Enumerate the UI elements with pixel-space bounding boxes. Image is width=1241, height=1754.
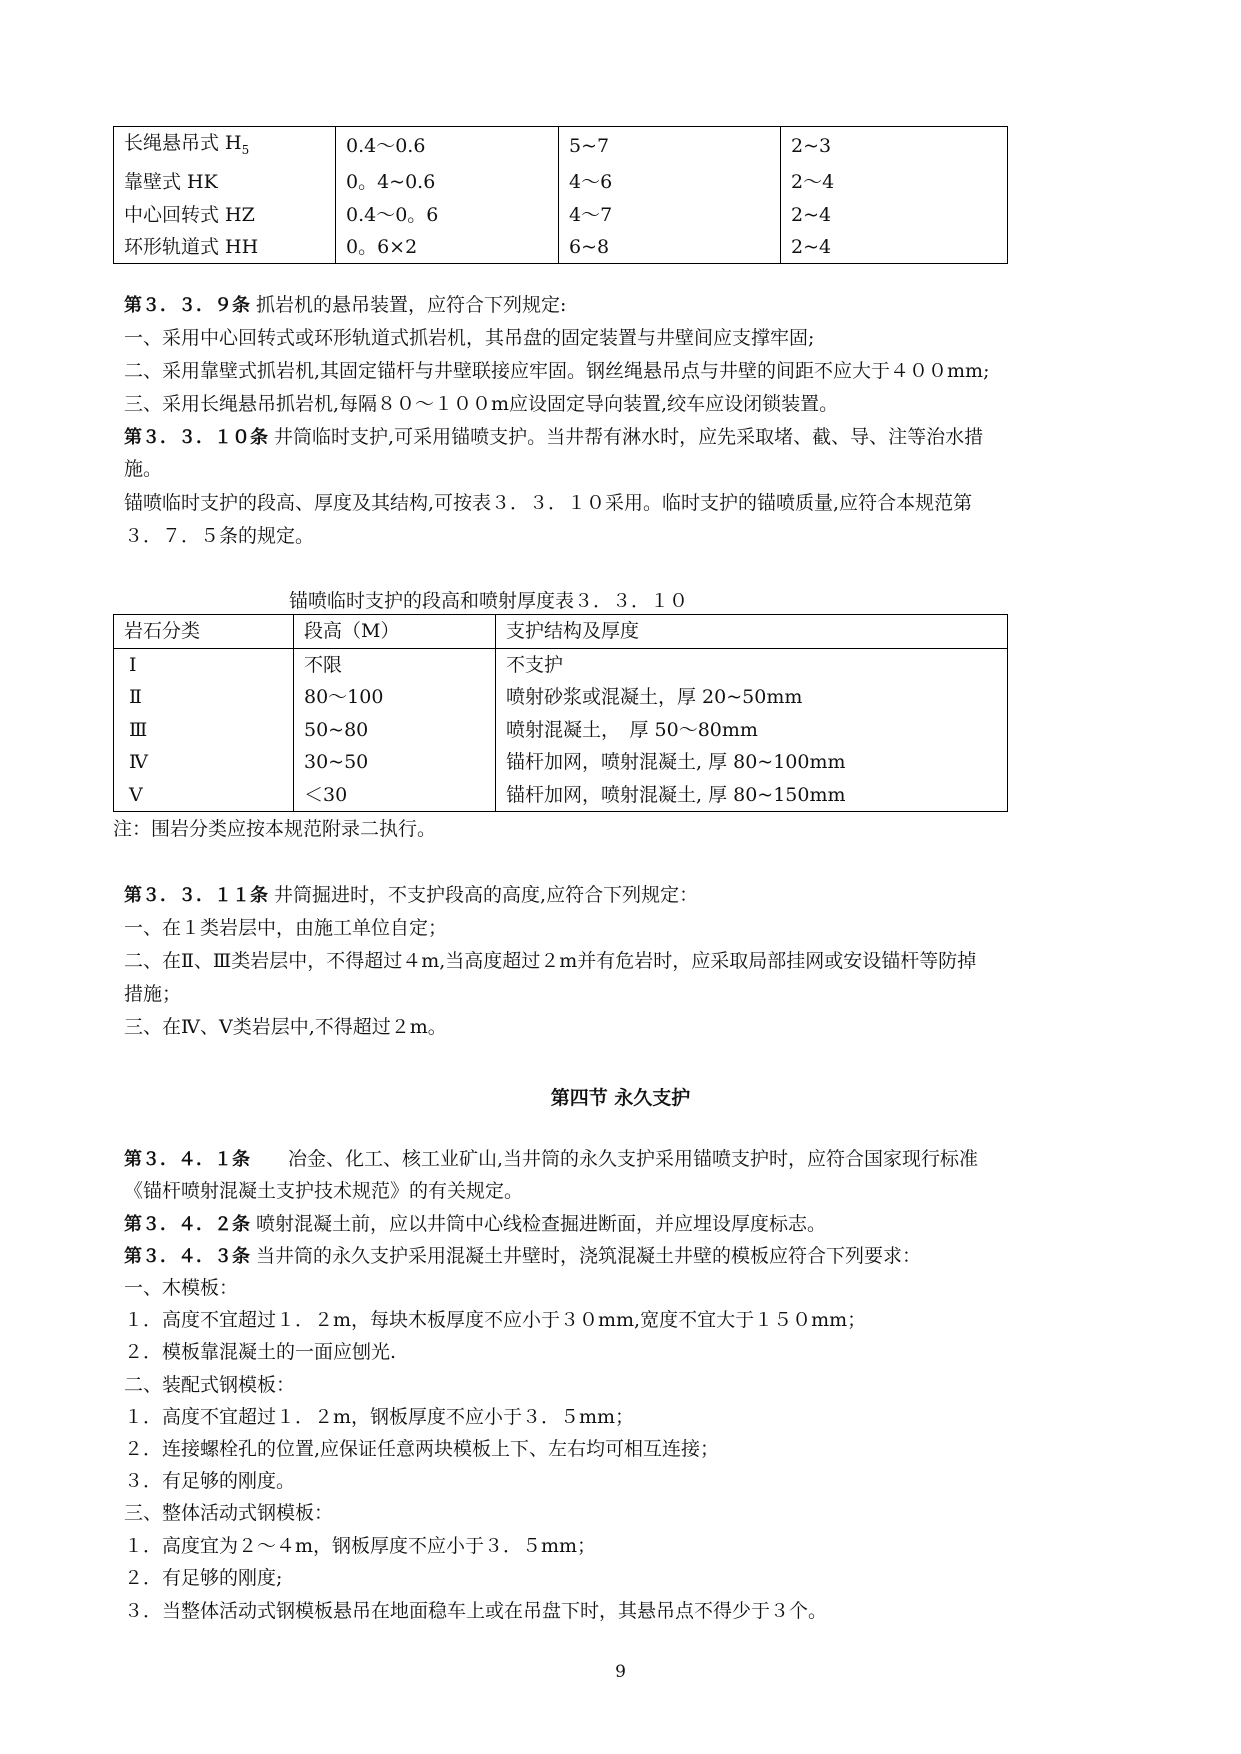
table-caption: 锚喷临时支护的段高和喷射厚度表３．３．１０ [289, 590, 689, 612]
article-label: 第３．３．９条 [124, 295, 250, 316]
article-label: 第３．３．１０条 [124, 427, 268, 448]
table-row [114, 127, 1008, 166]
table-cell: 0.4～0。6 [336, 198, 559, 231]
table-cell: 6~8 [559, 231, 781, 264]
section-heading: 第四节 永久支护 [550, 1087, 691, 1109]
table-cell: 2~4 [781, 231, 1008, 264]
article-text: 抓岩机的悬吊装置，应符合下列规定: [250, 294, 567, 316]
list-item: 措施； [124, 983, 182, 1005]
table-cell: 靠壁式 HK [114, 166, 336, 199]
table-cell: 4～6 [559, 166, 781, 199]
list-item: 三、采用长绳悬吊抓岩机,每隔８０～１００m应设固定导向装置,绞车应设闭锁装置。 [124, 393, 839, 415]
article-text: 当井筒的永久支护采用混凝土井壁时，浇筑混凝土井壁的模板应符合下列要求： [250, 1245, 922, 1267]
table-row [114, 231, 1008, 264]
list-item: ３．有足够的刚度。 [124, 1470, 296, 1492]
article-3-3-9 [124, 291, 566, 320]
table-cell: 中心回转式 HZ [114, 198, 336, 231]
table-cell: 2~3 [781, 127, 1008, 166]
table-cell: Ⅱ [114, 681, 294, 714]
column-header: 岩石分类 [114, 615, 294, 649]
table-cell: 锚杆加网，喷射混凝土, 厚 80~100mm [496, 746, 1008, 779]
table-cell: 50~80 [294, 714, 496, 747]
table-cell: 环形轨道式 HH [114, 231, 336, 264]
article-3-4-1 [124, 1145, 978, 1174]
table-cell: Ⅲ [114, 714, 294, 747]
table-cell: 不限 [294, 648, 496, 681]
article-text: 冶金、化工、核工业矿山,当井筒的永久支护采用锚喷支护时，应符合国家现行标准 [250, 1148, 979, 1170]
table-cell: 2~4 [781, 198, 1008, 231]
table-cell: Ⅴ [114, 779, 294, 812]
table-cell: 30~50 [294, 746, 496, 779]
article-3-3-11 [124, 881, 698, 910]
table-cell: Ⅳ [114, 746, 294, 779]
article-text: 井筒临时支护,可采用锚喷支护。当井帮有淋水时，应先采取堵、截、导、注等治水措 [268, 426, 984, 448]
paragraph: ３．７．５条的规定。 [124, 525, 315, 547]
table-row [114, 779, 1008, 812]
article-continuation: 施。 [124, 458, 163, 480]
table-row [114, 166, 1008, 199]
table-cell: 锚杆加网，喷射混凝土, 厚 80~150mm [496, 779, 1008, 812]
article-continuation: 《锚杆喷射混凝土支护技术规范》的有关规定。 [124, 1180, 524, 1202]
list-item: ３．当整体活动式钢模板悬吊在地面稳车上或在吊盘下时，其悬吊点不得少于３个。 [124, 1600, 828, 1622]
list-item: ２．有足够的刚度; [124, 1567, 283, 1589]
table-cell: ＜30 [294, 779, 496, 812]
list-item: 一、木模板： [124, 1277, 239, 1299]
list-item: １．高度宜为２～４m，钢板厚度不应小于３．５mm； [124, 1535, 597, 1557]
table-cell: 喷射混凝土， 厚 50～80mm [496, 714, 1008, 747]
table-row [114, 198, 1008, 231]
list-item: 二、采用靠壁式抓岩机,其固定锚杆与井壁联接应牢固。钢丝绳悬吊点与井壁的间距不应大于４００mm; [124, 360, 990, 382]
table-row [114, 714, 1008, 747]
support-table [113, 614, 1008, 812]
article-label: 第３．４．３条 [124, 1246, 250, 1267]
subscript: 5 [241, 142, 250, 157]
paragraph: 锚喷临时支护的段高、厚度及其结构,可按表３．３．１０采用。临时支护的锚喷质量,应符合本规范第 [124, 492, 973, 514]
table-header-row [114, 615, 1008, 649]
table-row [114, 681, 1008, 714]
list-item: 二、装配式钢模板： [124, 1374, 296, 1396]
table-cell: 喷射砂浆或混凝土，厚 20~50mm [496, 681, 1008, 714]
list-item: 一、在１类岩层中，由施工单位自定； [124, 917, 448, 939]
table-note: 注：围岩分类应按本规范附录二执行。 [113, 818, 437, 840]
list-item: 一、采用中心回转式或环形轨道式抓岩机，其吊盘的固定装置与井壁间应支撑牢固; [124, 327, 815, 349]
column-header: 段高（M） [294, 615, 496, 649]
table-cell: 80～100 [294, 681, 496, 714]
article-text: 井筒掘进时，不支护段高的高度,应符合下列规定： [268, 884, 699, 906]
article-3-4-3 [124, 1242, 921, 1271]
list-item: ２．模板靠混凝土的一面应刨光. [124, 1341, 397, 1363]
table-cell: 0。4~0.6 [336, 166, 559, 199]
table-cell: 2～4 [781, 166, 1008, 199]
list-item: ２．连接螺栓孔的位置,应保证任意两块模板上下、左右均可相互连接； [124, 1438, 720, 1460]
table-row [114, 746, 1008, 779]
hoist-table [113, 126, 1008, 264]
article-label: 第３．３．１１条 [124, 885, 268, 906]
table-cell: 长绳悬吊式 $H_5$ [114, 127, 336, 166]
table-cell: 5~7 [559, 127, 781, 166]
table-cell: Ⅰ [114, 648, 294, 681]
table-cell: 不支护 [496, 648, 1008, 681]
column-header: 支护结构及厚度 [496, 615, 1008, 649]
list-item: 三、整体活动式钢模板： [124, 1502, 334, 1524]
list-item: １．高度不宜超过１．２m，每块木板厚度不应小于３０mm,宽度不宜大于１５０mm； [124, 1309, 867, 1331]
list-item: １．高度不宜超过１．２m，钢板厚度不应小于３．５mm； [124, 1406, 635, 1428]
list-item: 二、在Ⅱ、Ⅲ类岩层中，不得超过４m,当高度超过２m并有危岩时，应采取局部挂网或安设锚杆等防掉 [124, 950, 977, 972]
table-row [114, 648, 1008, 681]
article-3-3-10 [124, 423, 983, 452]
article-text: 喷射混凝土前，应以井筒中心线检查掘进断面，并应埋设厚度标志。 [250, 1213, 827, 1235]
article-label: 第３．４．２条 [124, 1214, 250, 1235]
table-cell: 4～7 [559, 198, 781, 231]
page-number: 9 [615, 1662, 626, 1682]
list-item: 三、在Ⅳ、Ⅴ类岩层中,不得超过２m。 [124, 1016, 447, 1038]
table-cell: 0。6×2 [336, 231, 559, 264]
article-3-4-2 [124, 1210, 826, 1239]
article-label: 第３．４．１条 [124, 1149, 250, 1170]
table-cell: 0.4～0.6 [336, 127, 559, 166]
